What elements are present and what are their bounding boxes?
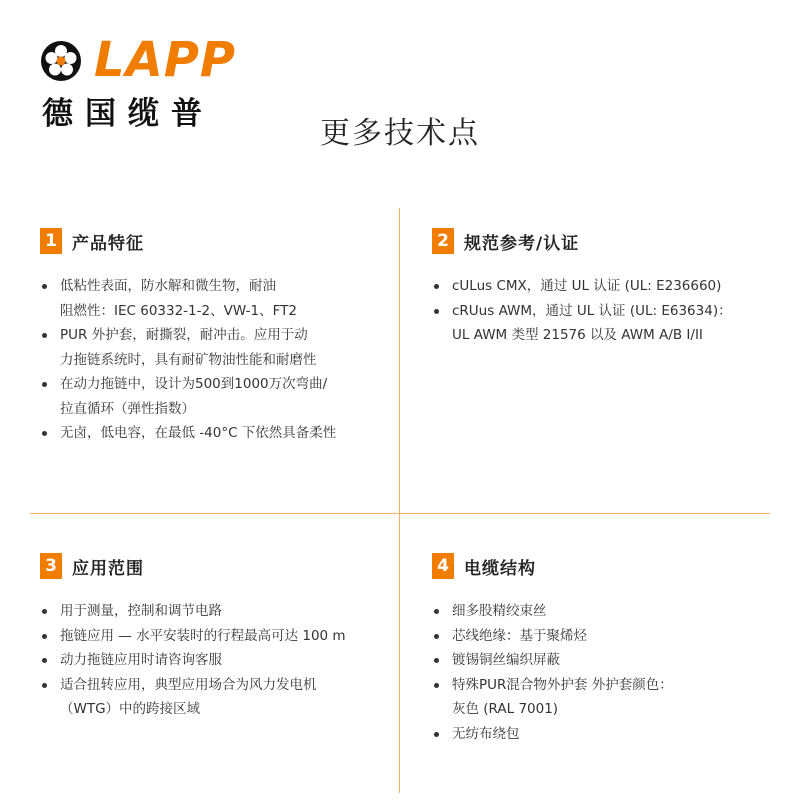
section-number-badge: 2 xyxy=(432,228,454,254)
list-item: 细多股精绞束丝 xyxy=(432,599,782,624)
certification-list xyxy=(432,274,782,348)
list-item: PUR 外护套，耐撕裂，耐冲击。应用于动 力拖链系统时，具有耐矿物油性能和耐磨性 xyxy=(40,323,390,372)
list-item: 在动力拖链中，设计为500到1000万次弯曲/ 拉直循环（弹性指数） xyxy=(40,372,390,421)
list-item: 适合扭转应用，典型应用场合为风力发电机 （WTG）中的跨接区域 xyxy=(40,673,390,722)
section-header xyxy=(40,228,390,254)
section-number-badge: 4 xyxy=(432,553,454,579)
list-item: 动力拖链应用时请咨询客服 xyxy=(40,648,390,673)
list-item: 用于测量，控制和调节电路 xyxy=(40,599,390,624)
section-title: 产品特征 xyxy=(72,233,144,254)
list-item: 无纺布绕包 xyxy=(432,722,782,747)
application-list xyxy=(40,599,390,722)
section-number-badge: 3 xyxy=(40,553,62,579)
list-item: 拖链应用 — 水平安装时的行程最高可达 100 m xyxy=(40,624,390,649)
list-item: 镀锡铜丝编织屏蔽 xyxy=(432,648,782,673)
list-item: cULus CMX，通过 UL 认证 (UL: E236660) xyxy=(432,274,782,299)
section-certifications xyxy=(432,228,782,348)
list-item: 芯线绝缘：基于聚烯烃 xyxy=(432,624,782,649)
vertical-divider xyxy=(399,208,400,793)
section-title: 规范参考/认证 xyxy=(464,233,580,254)
section-title: 应用范围 xyxy=(72,558,144,579)
list-item: 无卤，低电容，在最低 -40°C 下依然具备柔性 xyxy=(40,421,390,446)
section-header xyxy=(40,553,390,579)
list-item: cRUus AWM，通过 UL 认证 (UL: E63634)： UL AWM 类型 21576 以及 AWM A/B I/II xyxy=(432,299,782,348)
structure-list xyxy=(432,599,782,746)
horizontal-divider xyxy=(30,513,770,514)
section-header xyxy=(432,228,782,254)
lapp-logo-icon xyxy=(40,40,82,82)
section-applications xyxy=(40,553,390,722)
section-cable-structure xyxy=(432,553,782,746)
list-item: 低粘性表面，防水解和微生物，耐油 阻燃性：IEC 60332-1-2、VW-1、FT2 xyxy=(40,274,390,323)
list-item: 特殊PUR混合物外护套 外护套颜色： 灰色 (RAL 7001) xyxy=(432,673,782,722)
feature-list xyxy=(40,274,390,446)
brand-name: LAPP xyxy=(94,32,237,88)
section-number-badge: 1 xyxy=(40,228,62,254)
section-header xyxy=(432,553,782,579)
brand-name-cn: 德国缆普 xyxy=(42,96,214,132)
page-title: 更多技术点 xyxy=(320,116,480,151)
section-product-features xyxy=(40,228,390,446)
section-title: 电缆结构 xyxy=(464,558,536,579)
